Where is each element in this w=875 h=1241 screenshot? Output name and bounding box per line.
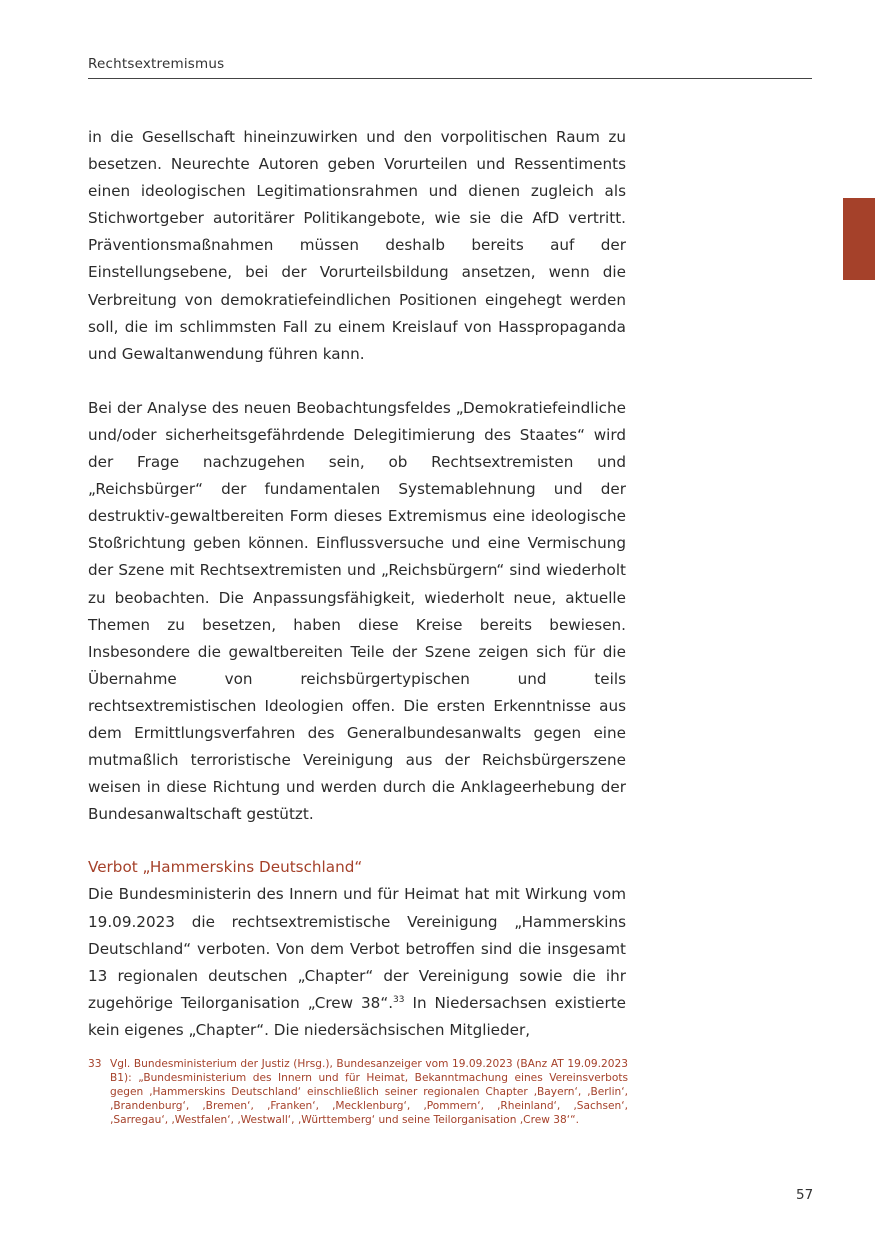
main-text <box>88 124 626 1044</box>
chapter-thumb-tab <box>843 198 875 280</box>
footnote <box>88 1057 628 1127</box>
paragraph-3 <box>88 881 626 1044</box>
footnote-number: 33 <box>88 1058 102 1070</box>
footnote-text: Vgl. Bundesministerium der Justiz (Hrsg.), Bundesanzeiger vom 19.09.2023 (BAnz AT 19.09.2023 B1): „Bundesministerium des Innern und für Heimat, Bekanntmachung eines Vereinsverbots gegen ‚Hammerskins Deutschland‘ einschließlich seiner regionalen Chapter ‚Bayern‘, ‚Berlin‘, ‚Brandenburg‘, ‚Bremen‘, ‚Franken‘, ‚Mecklenburg‘, ‚Pommern‘, ‚Rheinland‘, ‚Sachsen‘, ‚Sarregau‘, ‚Westfalen‘, ‚Westwall‘, ‚Württemberg‘ und seine Teilorganisation ‚Crew 38‘“. <box>110 1058 628 1126</box>
page-number: 57 <box>796 1187 814 1203</box>
paragraph-1: in die Gesellschaft hineinzuwirken und den vorpolitischen Raum zu besetzen. Neurechte Autoren geben Vorurteilen und Ressentiments einen ideologischen Legitimationsrahmen und dienen zugleich als Stichwortgeber autoritärer Politikangebote, wie sie die AfD vertritt. Präventionsmaßnahmen müssen deshalb bereits auf der Einstellungsebene, bei der Vorurteilsbildung ansetzen, wenn die Verbreitung von demokratiefeindlichen Positionen eingehegt werden soll, die im schlimmsten Fall zu einem Kreislauf von Hasspropaganda und Gewaltanwendung führen kann. <box>88 128 626 363</box>
header-divider <box>88 78 812 79</box>
paragraph-3-text-a: Die Bundesministerin des Innern und für Heimat hat mit Wirkung vom 19.09.2023 die rechtsextremistische Vereinigung „Hammerskins Deutschland“ verboten. Von dem Verbot betroffen sind die insgesamt 13 regionalen deutschen „Chapter“ der Vereinigung sowie die ihr zugehörige Teilorganisation „Crew 38“. <box>88 885 626 1012</box>
running-title: Rechtsextremismus <box>88 56 225 72</box>
paragraph-3-text-b: In Niedersachsen existierte kein eigenes „Chapter“. Die niedersächsischen Mitglieder, <box>88 993 626 1039</box>
section-heading: Verbot „Hammerskins Deutschland“ <box>88 858 363 877</box>
paragraph-2: Bei der Analyse des neuen Beobachtungsfeldes „Demokratiefeindliche und/oder sicherheitsgefährdende Delegitimierung des Staates“ wird der Frage nachzugehen sein, ob Rechtsextremisten und „Reichsbürger“ der fundamentalen Systemablehnung und der destruktiv-gewaltbereiten Form dieses Extremismus eine ideologische Stoßrichtung geben können. Einflussversuche und eine Vermischung der Szene mit Rechtsextremisten und „Reichsbürgern“ sind wiederholt zu beobachten. Die Anpassungsfähigkeit, wiederholt neue, aktuelle Themen zu besetzen, haben diese Kreise bereits bewiesen. Insbesondere die gewaltbereiten Teile der Szene zeigen sich für die Übernahme von reichsbürgertypischen und teils rechtsextremistischen Ideologien offen. Die ersten Erkenntnisse aus dem Ermittlungsverfahren des Generalbundesanwalts gegen eine mutmaßlich terroristische Vereinigung aus der Reichsbürgerszene weisen in diese Richtung und werden durch die Anklageerhebung der Bundesanwaltschaft gestützt. <box>88 398 626 824</box>
footnote-reference[interactable]: 33 <box>393 994 405 1005</box>
